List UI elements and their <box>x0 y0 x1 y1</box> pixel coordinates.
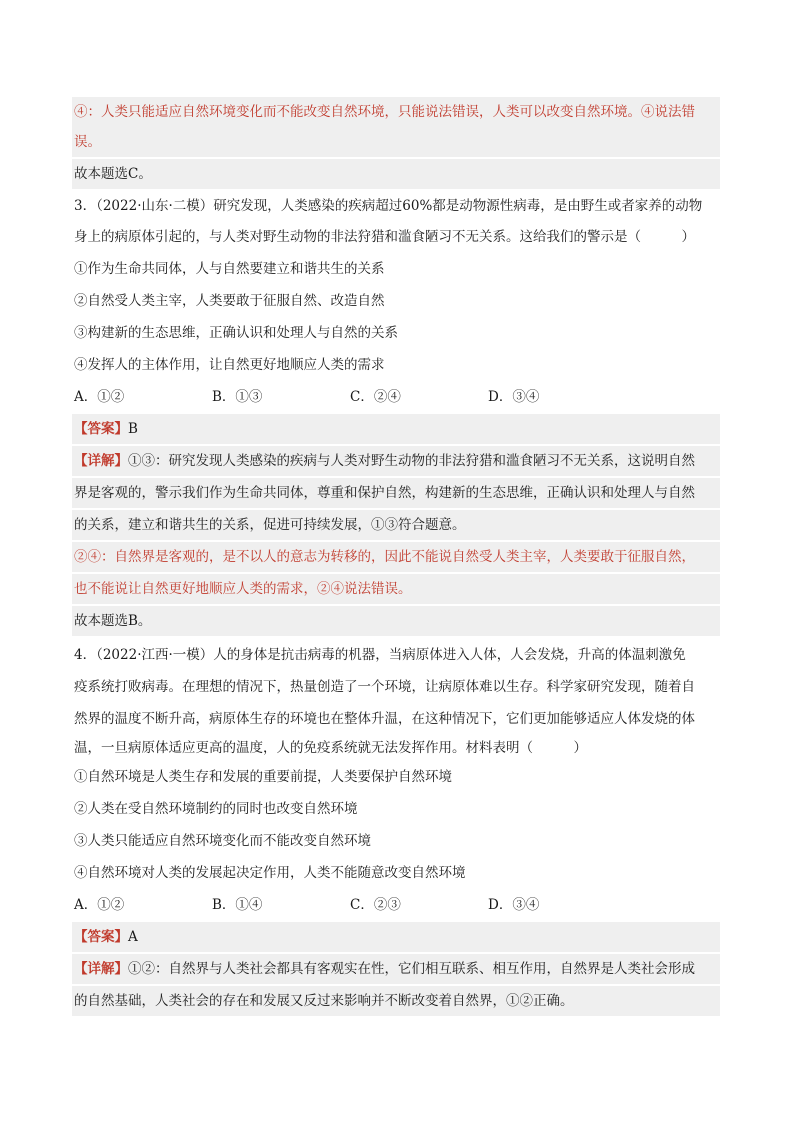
q3-choices <box>72 382 720 412</box>
q4-choice-c[interactable]: C．②③ <box>350 897 401 913</box>
q4-choice-a[interactable]: A．①② <box>74 897 125 913</box>
prev-conclusion: 故本题选C。 <box>72 159 720 189</box>
q4-option-4: ④自然环境对人类的发展起决定作用，人类不能随意改变自然环境 <box>74 865 466 881</box>
q4-option-1: ①自然环境是人类生存和发展的重要前提，人类要保护自然环境 <box>74 769 452 785</box>
q3-choice-a[interactable]: A．①② <box>74 389 125 405</box>
q3-stem-line1: 3．（2022·山东·二模）研究发现，人类感染的疾病超过60%都是动物源性病毒，是由野生或者家养的动物 <box>74 198 703 214</box>
q4-answer-value: A <box>128 929 138 945</box>
q4-detail-line1 <box>72 954 720 984</box>
q3-detail-red-line2: 也不能说让自然更好地顺应人类的需求，②④说法错误。 <box>72 574 720 604</box>
q3-detail-line1 <box>72 446 720 476</box>
q3-detail-line3: 的关系，建立和谐共生的关系，促进可持续发展，①③符合题意。 <box>72 510 720 540</box>
q3-choice-d[interactable]: D．③④ <box>488 389 540 405</box>
q3-conclusion: 故本题选B。 <box>72 606 720 636</box>
q3-answer-label: 【答案】 <box>74 421 128 437</box>
q3-option-1: ①作为生命共同体，人与自然要建立和谐共生的关系 <box>74 261 385 277</box>
q3-option-4: ④发挥人的主体作用，让自然更好地顺应人类的需求 <box>74 357 385 373</box>
q3-answer <box>72 414 720 444</box>
q4-choice-d[interactable]: D．③④ <box>488 897 540 913</box>
q3-choice-c[interactable]: C．②④ <box>350 389 401 405</box>
q4-choice-b[interactable]: B．①④ <box>212 897 263 913</box>
q4-stem-line1: 4．（2022·江西·一模）人的身体是抗击病毒的机器，当病原体进入人体，人会发烧，升高的体温刺激免 <box>74 647 686 663</box>
q4-detail-text1: ①②：自然界与人类社会都具有客观实在性，它们相互联系、相互作用，自然界是人类社会形成 <box>128 961 695 977</box>
q4-stem-line4: 温，一旦病原体适应更高的温度，人的免疫系统就无法发挥作用。材料表明（ ） <box>74 740 587 756</box>
q4-option-2: ②人类在受自然环境制约的同时也改变自然环境 <box>74 801 358 817</box>
q4-detail-line2: 的自然基础，人类社会的存在和发展又反过来影响并不断改变着自然界，①②正确。 <box>72 986 720 1016</box>
q3-choice-b[interactable]: B．①③ <box>212 389 263 405</box>
prev-analysis-4-line2: 误。 <box>72 127 720 157</box>
prev-analysis-4-line1: ④：人类只能适应自然环境变化而不能改变自然环境，只能说法错误，人类可以改变自然环境。④说法错 <box>72 97 720 127</box>
q3-answer-value: B <box>128 421 138 437</box>
q4-stem-line3: 然界的温度不断升高，病原体生存的环境也在整体升温，在这种情况下，它们更加能够适应人体发烧的体 <box>74 711 695 727</box>
q4-stem-line2: 疫系统打败病毒。在理想的情况下，热量创造了一个环境，让病原体难以生存。科学家研究发现，随着自 <box>74 679 695 695</box>
q4-answer-label: 【答案】 <box>74 929 128 945</box>
q3-detail-line2: 界是客观的，警示我们作为生命共同体，尊重和保护自然，构建新的生态思维，正确认识和处理人与自然 <box>72 478 720 508</box>
q4-choices <box>72 890 720 920</box>
q3-option-2: ②自然受人类主宰，人类要敢于征服自然、改造自然 <box>74 293 385 309</box>
q3-option-3: ③构建新的生态思维，正确认识和处理人与自然的关系 <box>74 325 398 341</box>
q3-detail-text1: ①③：研究发现人类感染的疾病与人类对野生动物的非法狩猎和滥食陋习不无关系，这说明自然 <box>128 453 695 469</box>
q3-stem-line2: 身上的病原体引起的，与人类对野生动物的非法狩猎和滥食陋习不无关系。这给我们的警示是（ ） <box>74 229 695 245</box>
q3-detail-label: 【详解】 <box>74 453 128 469</box>
q4-answer <box>72 922 720 952</box>
q4-detail-label: 【详解】 <box>74 961 128 977</box>
q4-option-3: ③人类只能适应自然环境变化而不能改变自然环境 <box>74 833 371 849</box>
q3-detail-red-line1: ②④：自然界是客观的，是不以人的意志为转移的，因此不能说自然受人类主宰，人类要敢于征服自然， <box>72 542 720 572</box>
